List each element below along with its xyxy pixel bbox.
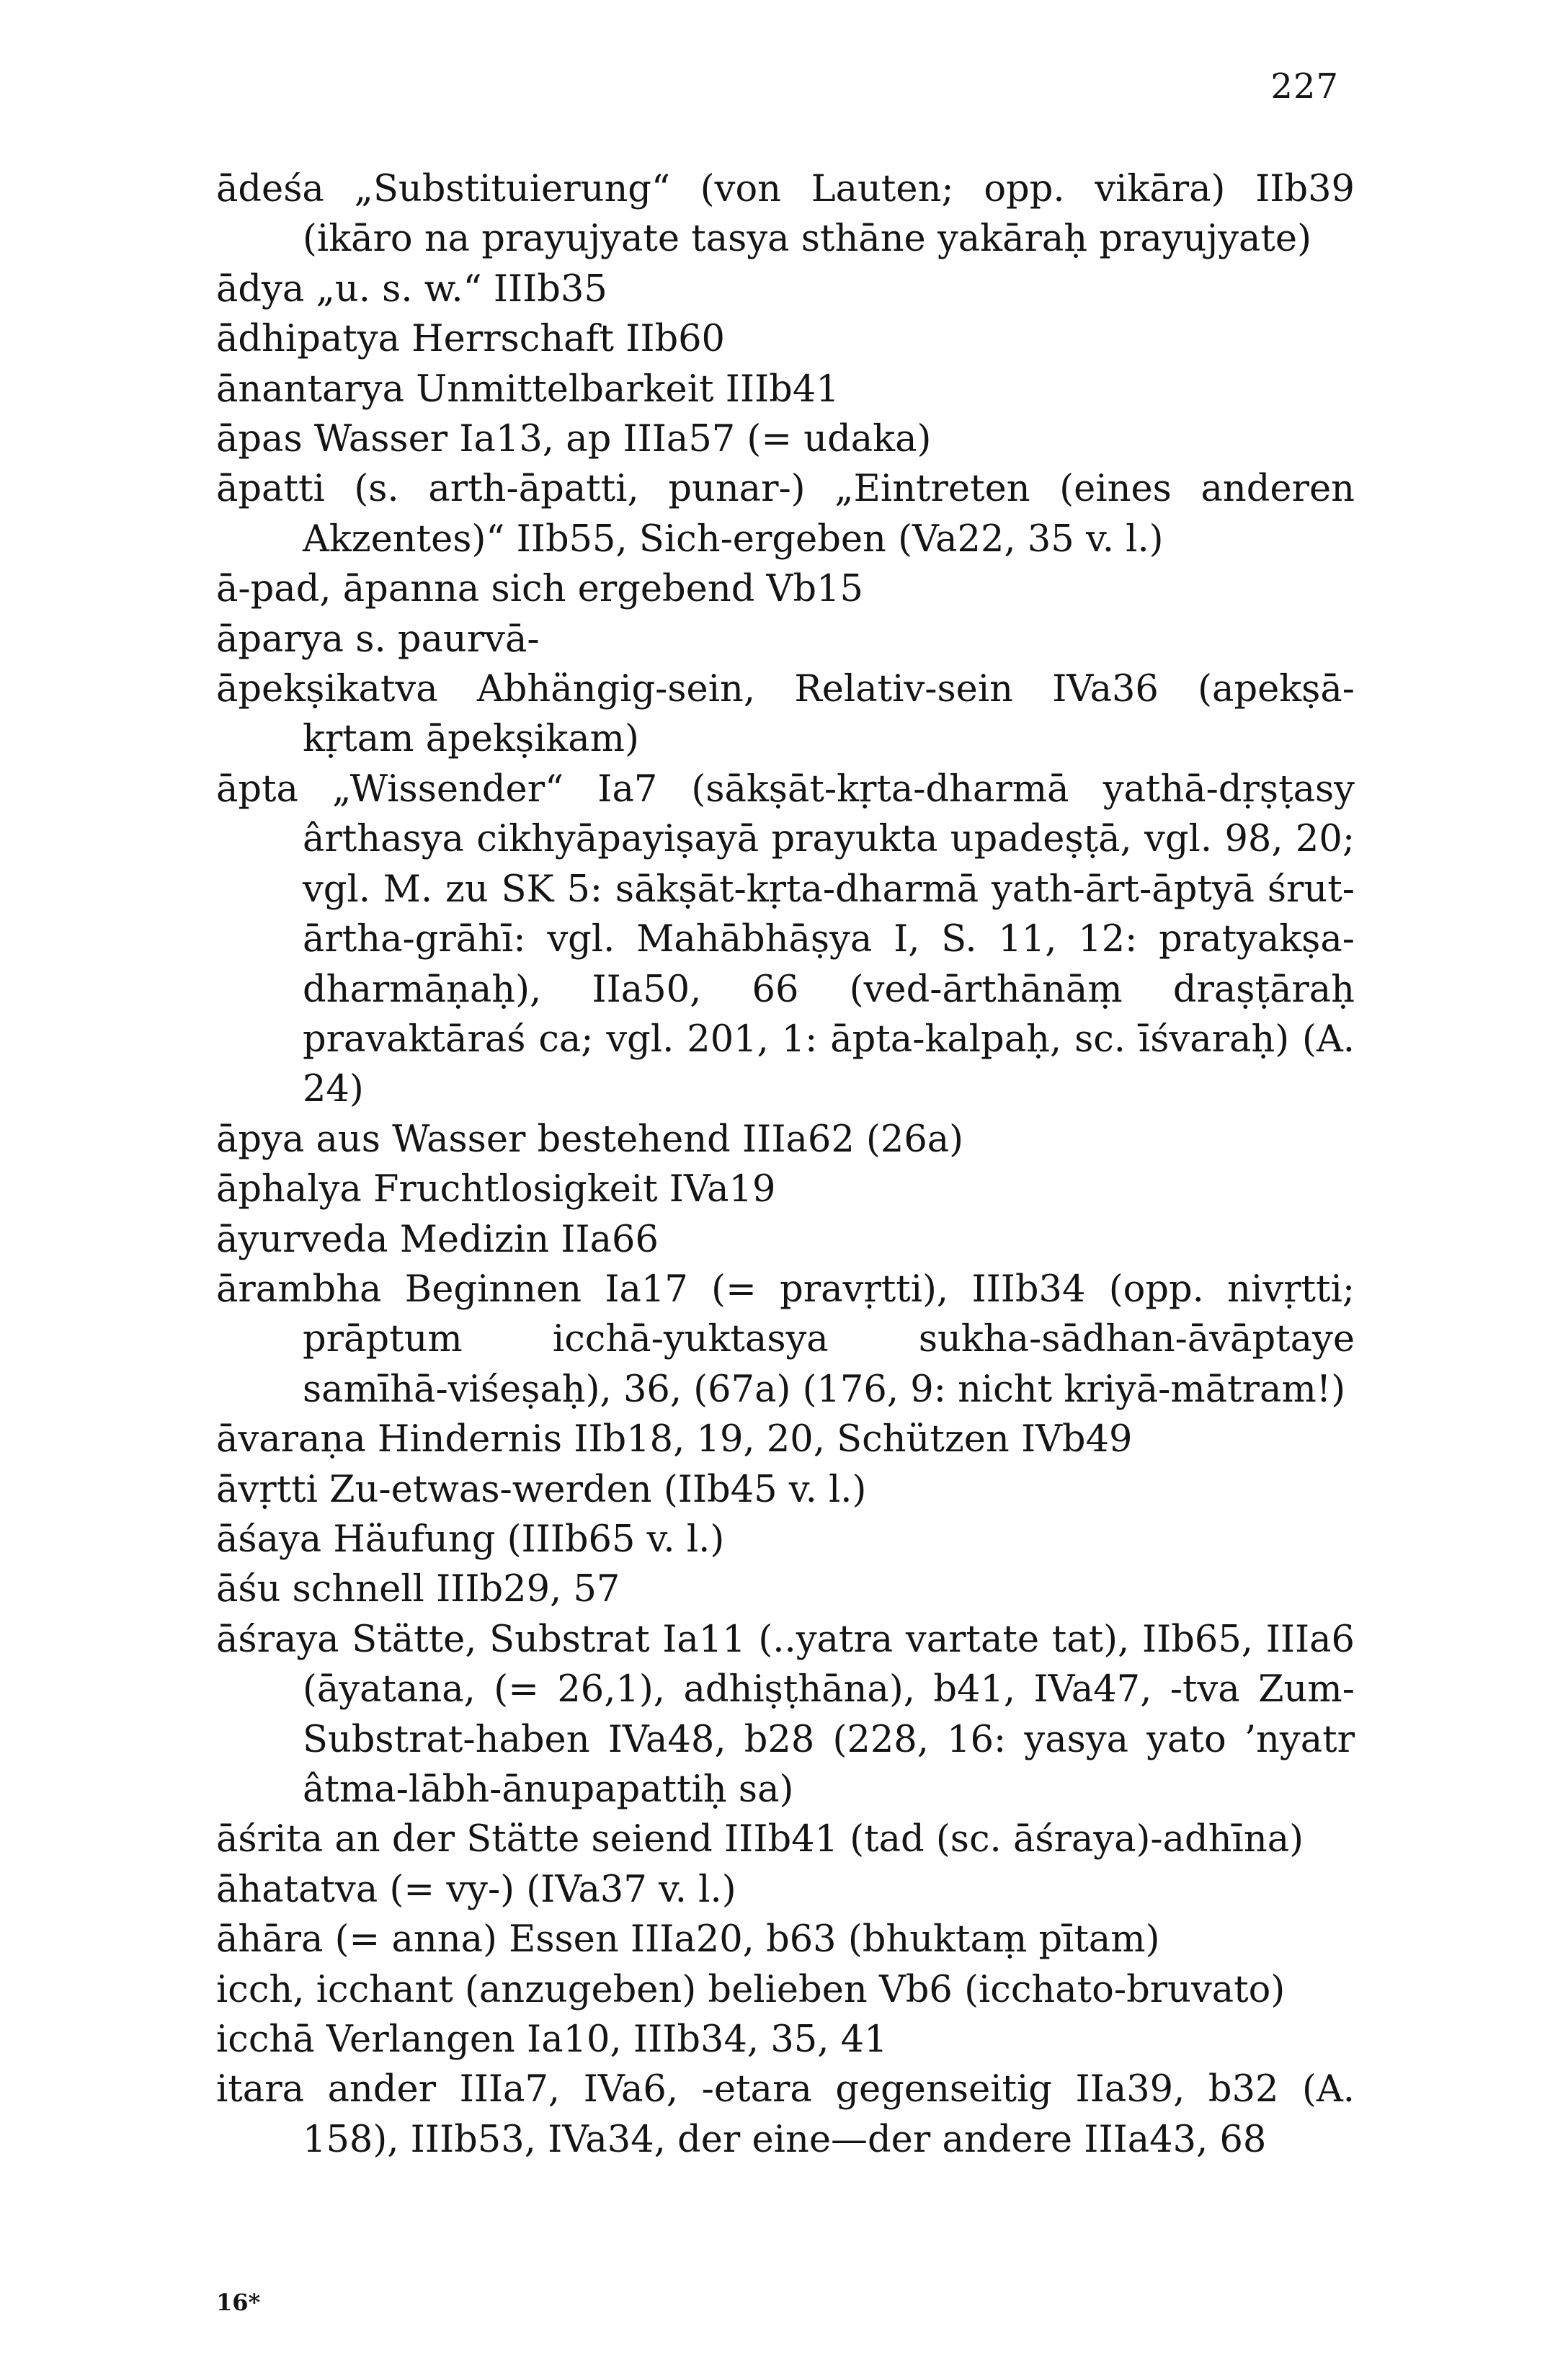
glossary-entry-adhipatya: ādhipatya Herrschaft IIb60 xyxy=(216,318,726,361)
glossary-entry-ayurveda: āyurveda Medizin IIa66 xyxy=(216,1218,659,1261)
glossary-entry-apatti: āpatti (s. arth-āpatti, punar-) „Eintreten (eines anderen Akzentes)“ IIb55, Sich-ergeben (Va22, 35 v. l.) xyxy=(216,468,1355,561)
glossary-entry-icch: icch, icchant (anzugeben) belieben Vb6 (icchato-bruvato) xyxy=(216,1968,1286,2011)
glossary-entry-arambha: ārambha Beginnen Ia17 (= pravṛtti), IIIb34 (opp. nivṛtti; prāptum icchā-yuktasya sukha-sādhan-āvāptaye samīhā-viśeṣaḥ), 36, (67a) (176, 9: nicht kriyā-mātram!) xyxy=(216,1268,1355,1411)
page-number: 227 xyxy=(1270,66,1339,107)
glossary-entry-adya: ādya „u. s. w.“ IIIb35 xyxy=(216,267,607,311)
signature-mark: 16* xyxy=(216,2289,261,2316)
glossary-entries xyxy=(216,164,1355,2165)
glossary-entry-aphalya: āphalya Fruchtlosigkeit IVa19 xyxy=(216,1168,776,1211)
glossary-entry-aparya: āparya s. paurvā- xyxy=(216,618,540,661)
glossary-entry-apya: āpya aus Wasser bestehend IIIa62 (26a) xyxy=(216,1118,964,1161)
glossary-entry-asaya: āśaya Häufung (IIIb65 v. l.) xyxy=(216,1518,725,1561)
glossary-entry-apeksikatva: āpekṣikatva Abhängig-sein, Relativ-sein IVa36 (apekṣā-kṛtam āpekṣikam) xyxy=(216,668,1355,761)
glossary-entry-anantarya: ānantarya Unmittelbarkeit IIIb41 xyxy=(216,368,839,411)
glossary-entry-ahara: āhāra (= anna) Essen IIIa20, b63 (bhuktaṃ pītam) xyxy=(216,1918,1160,1962)
glossary-entry-iccha: icchā Verlangen Ia10, IIIb34, 35, 41 xyxy=(216,2018,888,2062)
glossary-entry-apas: āpas Wasser Ia13, ap IIIa57 (= udaka) xyxy=(216,418,932,461)
glossary-entry-asraya: āśraya Stätte, Substrat Ia11 (..yatra vartate tat), IIb65, IIIa6 (āyatana, (= 26,1), adhiṣṭhāna), b41, IVa47, -tva Zum-Substrat-haben IVa48, b28 (228, 16: yasya yato ’nyatr âtma-lābh-ānupapattiḥ sa) xyxy=(216,1618,1355,1811)
glossary-entry-itara: itara ander IIIa7, IVa6, -etara gegenseitig IIa39, b32 (A. 158), IIIb53, IVa34, der eine—der andere IIIa43, 68 xyxy=(216,2068,1355,2161)
glossary-entry-avarana: āvaraṇa Hindernis IIb18, 19, 20, Schützen IVb49 xyxy=(216,1418,1133,1461)
glossary-entry-adesa: ādeśa „Substituierung“ (von Lauten; opp. vikāra) IIb39 (ikāro na prayujyate tasya sthāne yakāraḥ prayujyate) xyxy=(216,168,1355,261)
glossary-entry-asu: āśu schnell IIIb29, 57 xyxy=(216,1568,620,1611)
glossary-entry-asrita: āśrita an der Stätte seiend IIIb41 (tad (sc. āśraya)-adhīna) xyxy=(216,1818,1304,1861)
glossary-entry-avrtti: āvṛtti Zu-etwas-werden (IIb45 v. l.) xyxy=(216,1468,867,1511)
glossary-entry-a-pad: ā-pad, āpanna sich ergebend Vb15 xyxy=(216,568,863,611)
glossary-entry-ahatatva: āhatatva (= vy-) (IVa37 v. l.) xyxy=(216,1868,736,1911)
glossary-entry-apta: āpta „Wissender“ Ia7 (sākṣāt-kṛta-dharmā yathā-dṛṣṭasy ârthasya cikhyāpayiṣayā prayukta upadeṣṭā, vgl. 98, 20; vgl. M. zu SK 5: sākṣāt-kṛta-dharmā yath-ārt-āptyā śrut-ārtha-grāhī: vgl. Mahābhāṣya I, S. 11, 12: pratyakṣa-dharmāṇaḥ), IIa50, 66 (ved-ārthānāṃ draṣṭāraḥ pravaktāraś ca; vgl. 201, 1: āpta-kalpaḥ, sc. īśvaraḥ) (A. 24) xyxy=(216,767,1355,1111)
